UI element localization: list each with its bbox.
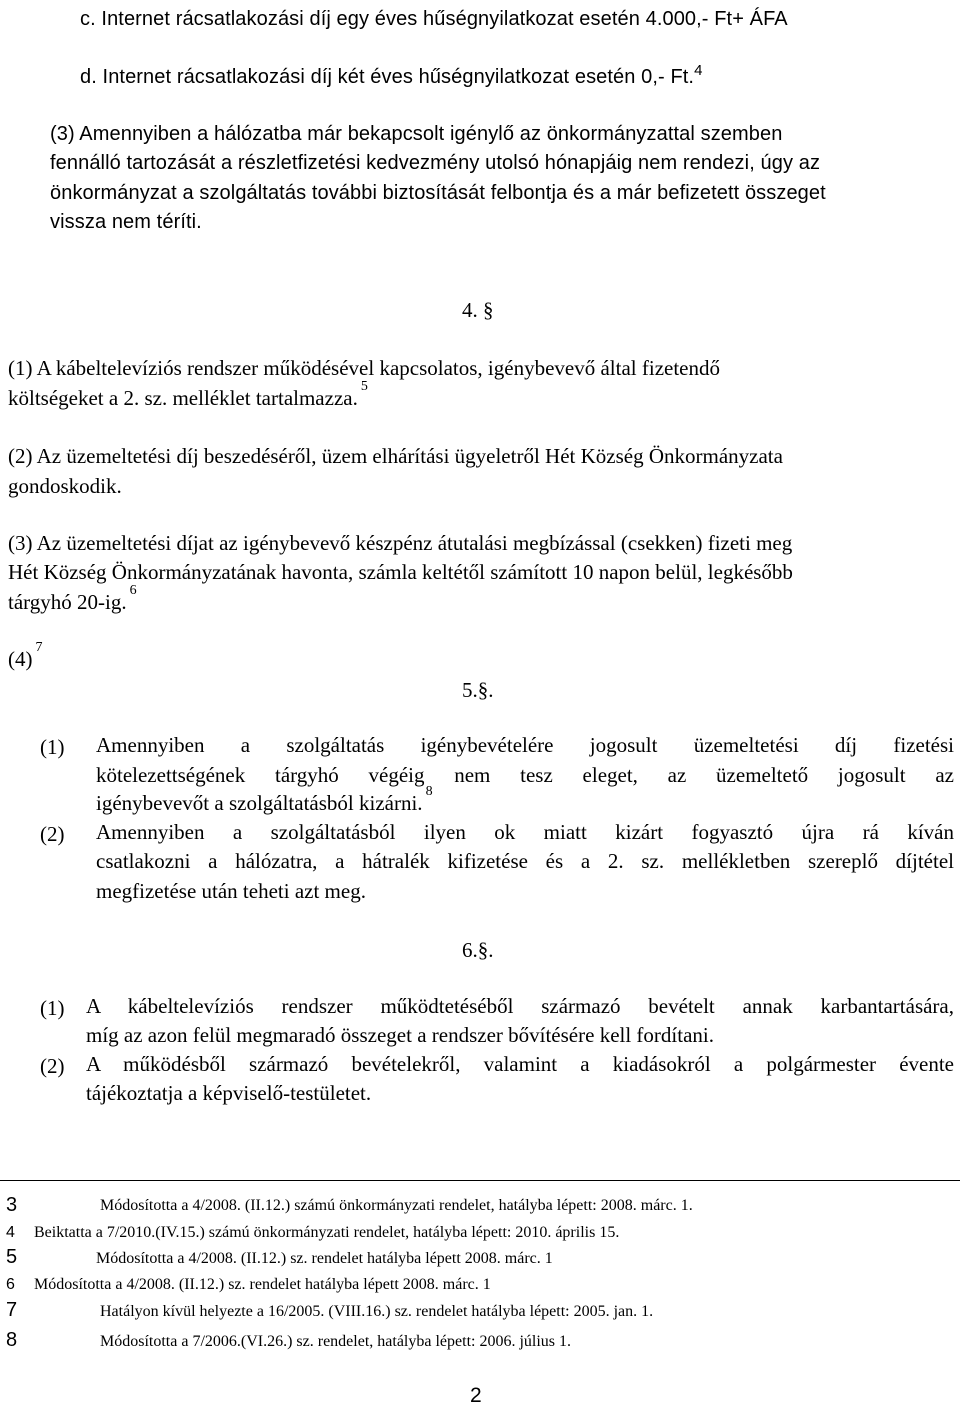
- section-6-item-2-num: (2): [40, 1054, 65, 1078]
- section-6-item-2-line-2: tájékoztatja a képviselő-testületet.: [86, 1081, 372, 1105]
- section-5-item-1-line-1: Amennyiben a szolgáltatás igénybevételére jogosult üzemeltetési díj fizetési: [96, 733, 954, 757]
- footnote-5-text: Módosította a 4/2008. (II.12.) sz. rendelet hatályba lépett 2008. márc. 1: [96, 1250, 553, 1267]
- paragraph-3-line-4: vissza nem téríti.: [50, 211, 202, 233]
- paragraph-3-line-2: fennálló tartozását a részletfizetési kedvezmény utolsó hónapjáig nem rendezi, úgy az: [50, 152, 821, 174]
- section-6-heading: 6.§.: [462, 938, 494, 962]
- section-4-p3-line-3-text: tárgyhó 20-ig.: [8, 590, 127, 614]
- section-6-item-2-line-1: A működésből származó bevételekről, valamint a kiadásokról a polgármester évente: [86, 1052, 954, 1076]
- footnote-ref-4: 4: [694, 62, 703, 79]
- footnote-4-num: 4: [6, 1224, 15, 1241]
- section-4-p2-line-2: gondoskodik.: [8, 474, 122, 498]
- footnote-7-num: 7: [6, 1299, 18, 1321]
- section-4-p3-line-2: Hét Község Önkormányzatának havonta, számla keltétől számított 10 napon belül, legkésőbb: [8, 560, 793, 584]
- footnote-ref-8: 8: [425, 784, 433, 799]
- section-4-p1-line-2-text: költségeket a 2. sz. melléklet tartalmazza.: [8, 386, 358, 410]
- footnote-6-text: Módosította a 4/2008. (II.12.) sz. rendelet hatályba lépett 2008. márc. 1: [34, 1276, 491, 1293]
- section-4-heading: 4. §: [462, 298, 494, 322]
- footnote-divider: [0, 1180, 960, 1181]
- section-4-p3-line-3: [8, 583, 137, 614]
- section-4-p1-line-1: (1) A kábeltelevíziós rendszer működésével kapcsolatos, igénybevevő által fizetendő: [8, 356, 721, 380]
- section-4-p4: [8, 640, 43, 671]
- section-5-item-2-line-1: Amennyiben a szolgáltatásból ilyen ok miatt kizárt fogyasztó újra rá kíván: [96, 820, 954, 844]
- footnote-4-text: Beiktatta a 7/2010.(IV.15.) számú önkormányzati rendelet, hatályba lépett: 2010. április 15.: [34, 1224, 620, 1241]
- section-5-item-2-line-2: csatlakozni a hálózatra, a hátralék kifizetése és a 2. sz. mellékletben szereplő díjtétel: [96, 849, 954, 873]
- footnote-8-text: Módosította a 7/2006.(VI.26.) sz. rendelet, hatályba lépett: 2006. július 1.: [100, 1333, 572, 1350]
- section-5-item-1-line-3: [96, 784, 433, 815]
- page-number: 2: [470, 1384, 482, 1407]
- section-4-p2-line-1: (2) Az üzemeltetési díj beszedéséről, üzem elhárítási ügyeletről Hét Község Önkormányzata: [8, 444, 783, 468]
- section-5-item-1-num: (1): [40, 735, 65, 759]
- footnote-3-num: 3: [6, 1194, 18, 1216]
- section-5-item-1-line-2: kötelezettségének tárgyhó végéig nem tesz eleget, az üzemeltető jogosult az: [96, 763, 954, 787]
- footnote-8-num: 8: [6, 1329, 18, 1351]
- section-5-item-2-line-3: megfizetése után teheti azt meg.: [96, 879, 366, 903]
- section-6-item-1-line-1: A kábeltelevíziós rendszer működtetéséből származó bevételt annak karbantartására,: [86, 994, 954, 1018]
- list-item-c: c. Internet rácsatlakozási díj egy éves hűségnyilatkozat esetén 4.000,- Ft+ ÁFA: [80, 8, 788, 30]
- section-6-item-1-line-2: míg az azon felül megmaradó összeget a rendszer bővítésére kell fordítani.: [86, 1023, 714, 1047]
- footnote-ref-7: 7: [35, 640, 43, 655]
- paragraph-3-line-3: önkormányzat a szolgáltatás további biztosítását felbontja és a már befizetett összeget: [50, 182, 826, 204]
- list-item-d: [80, 62, 703, 89]
- list-item-d-text: d. Internet rácsatlakozási díj két éves hűségnyilatkozat esetén 0,- Ft.: [80, 66, 695, 88]
- footnote-5-num: 5: [6, 1246, 18, 1268]
- footnote-7-text: Hatályon kívül helyezte a 16/2005. (VIII.16.) sz. rendelet hatályba lépett: 2005. jan. 1.: [100, 1303, 654, 1320]
- paragraph-3-line-1: (3) Amennyiben a hálózatba már bekapcsolt igénylő az önkormányzattal szemben: [50, 123, 783, 145]
- section-5-item-1-line-3-text: igénybevevőt a szolgáltatásból kizárni.: [96, 791, 423, 815]
- footnote-3-text: Módosította a 4/2008. (II.12.) számú önkormányzati rendelet, hatályba lépett: 2008. márc. 1.: [100, 1197, 693, 1214]
- footnote-6-num: 6: [6, 1276, 15, 1293]
- section-5-heading: 5.§.: [462, 678, 494, 702]
- section-5-item-2-num: (2): [40, 822, 65, 846]
- section-4-p1-line-2: [8, 379, 368, 410]
- section-4-p3-line-1: (3) Az üzemeltetési díjat az igénybevevő készpénz átutalási megbízással (csekken) fizeti meg: [8, 531, 793, 555]
- footnote-ref-6: 6: [129, 583, 137, 598]
- section-6-item-1-num: (1): [40, 996, 65, 1020]
- footnote-ref-5: 5: [360, 379, 368, 394]
- section-4-p4-label: (4): [8, 647, 33, 671]
